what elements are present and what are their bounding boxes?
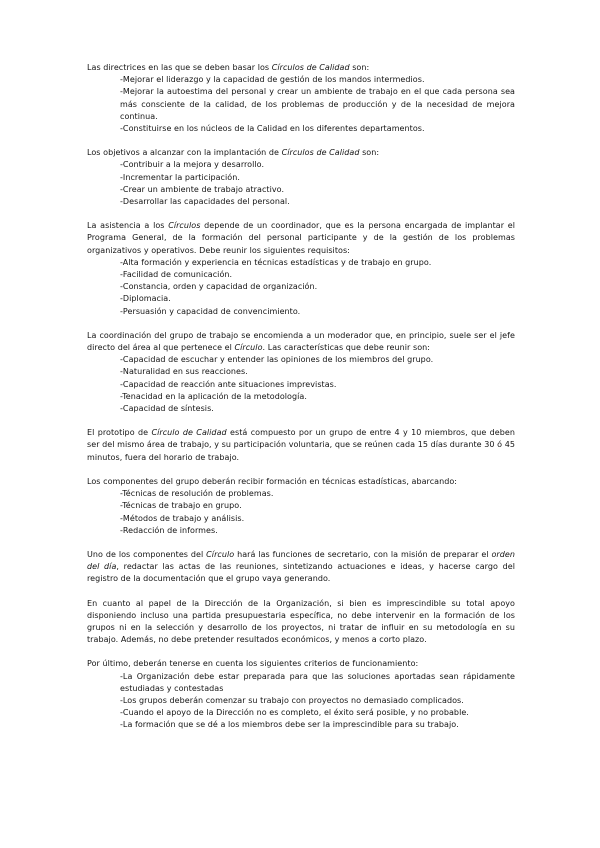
list-item: -Incrementar la participación. — [120, 172, 240, 182]
list-item: -Constancia, orden y capacidad de organización. — [120, 282, 318, 292]
list-item: -Técnicas de resolución de problemas. — [120, 489, 274, 499]
list-item: -Diplomacia. — [120, 294, 171, 304]
section-intro: Por último, deberán tenerse en cuenta los siguientes criterios de funcionamiento: — [87, 659, 419, 669]
section-moderador — [87, 330, 515, 415]
list-item: -La formación que se dé a los miembros debe ser la imprescindible para su trabajo. — [120, 720, 459, 730]
list-item: -Desarrollar las capacidades del personal. — [120, 197, 290, 207]
list-item: -Capacidad de escuchar y entender las opiniones de los miembros del grupo. — [120, 355, 434, 365]
list-item: -Los grupos deberán comenzar su trabajo con proyectos no demasiado complicados. — [120, 695, 464, 705]
section-formacion — [87, 476, 515, 537]
bullet-list — [87, 74, 515, 135]
section-intro: Las directrices en las que se deben basar los Círculos de Calidad son: — [87, 63, 370, 72]
bullet-list — [87, 354, 515, 415]
list-item: -Mejorar el liderazgo y la capacidad de gestión de los mandos intermedios. — [120, 75, 425, 85]
list-item: -Persuasión y capacidad de convencimiento. — [120, 306, 301, 316]
list-item: -Alta formación y experiencia en técnicas estadísticas y de trabajo en grupo. — [120, 257, 432, 267]
section-intro: La asistencia a los Círculos depende de un coordinador, que es la persona encargada de implantar el Programa General, de la formación del personal participante y de la gestión de los problemas organizativos y operativos. Debe reunir los siguientes requisitos: — [87, 221, 515, 255]
paragraph: El prototipo de Círculo de Calidad está compuesto por un grupo de entre 4 y 10 miembros, que deben ser del mismo área de trabajo, y su participación voluntaria, que se reúnen cada 15 días durante 30 ó 45 minutos, fuera del horario de trabajo. — [87, 428, 515, 462]
list-item: -Capacidad de síntesis. — [120, 404, 214, 414]
list-item: -Mejorar la autoestima del personal y crear un ambiente de trabajo en el que cada persona sea más consciente de la calidad, de los problemas de producción y de la necesidad de mejora continua. — [120, 87, 515, 121]
paragraph: Uno de los componentes del Círculo hará las funciones de secretario, con la misión de preparar el orden del día, redactar las actas de las reuniones, sintetizando actuaciones e ideas, y hacerse cargo del registro de la documentación que el grupo vaya generando. — [87, 549, 515, 584]
bullet-list — [87, 257, 515, 318]
section-objetivos — [87, 147, 515, 208]
paragraph: En cuanto al papel de la Dirección de la Organización, si bien es imprescindible su total apoyo disponiendo incluso una partida presupuestaria específica, no debe intervenir en la formación de los grupos ni en la selección y desarrollo de los proyectos, ni tratar de influir en su metodología en su trabajo. Además, no debe pretender resultados económicos, y menos a corto plazo. — [87, 598, 515, 645]
section-intro: Los objetivos a alcanzar con la implantación de Círculos de Calidad son: — [87, 148, 380, 158]
section-coordinador — [87, 220, 515, 318]
list-item: -Cuando el apoyo de la Dirección no es completo, el éxito será posible, y no probable. — [120, 708, 469, 718]
section-secretario — [87, 549, 515, 586]
list-item: -Facilidad de comunicación. — [120, 270, 233, 280]
list-item: -Contribuir a la mejora y desarrollo. — [120, 160, 265, 170]
list-item: -Técnicas de trabajo en grupo. — [120, 501, 242, 511]
section-directrices — [87, 62, 515, 135]
list-item: -Redacción de informes. — [120, 525, 218, 535]
list-item: -Crear un ambiente de trabajo atractivo. — [120, 184, 285, 194]
bullet-list — [87, 671, 515, 732]
section-intro: La coordinación del grupo de trabajo se encomienda a un moderador que, en principio, suele ser el jefe directo del área al que pertenece el Círculo. Las características que debe reunir son: — [87, 330, 515, 353]
bullet-list — [87, 159, 515, 208]
section-prototipo — [87, 427, 515, 464]
section-direccion — [87, 598, 515, 647]
section-intro: Los componentes del grupo deberán recibir formación en técnicas estadísticas, abarcando: — [87, 476, 458, 486]
list-item: -Constituirse en los núcleos de la Calidad en los diferentes departamentos. — [120, 124, 425, 134]
section-criterios — [87, 658, 515, 731]
list-item: -Tenacidad en la aplicación de la metodología. — [120, 391, 307, 401]
list-item: -Métodos de trabajo y análisis. — [120, 513, 245, 523]
bullet-list — [87, 488, 515, 537]
list-item: -Naturalidad en sus reacciones. — [120, 367, 248, 377]
list-item: -Capacidad de reacción ante situaciones imprevistas. — [120, 379, 337, 389]
document-body — [87, 62, 515, 744]
list-item: -La Organización debe estar preparada para que las soluciones aportadas sean rápidamente estudiadas y contestadas — [120, 671, 515, 693]
